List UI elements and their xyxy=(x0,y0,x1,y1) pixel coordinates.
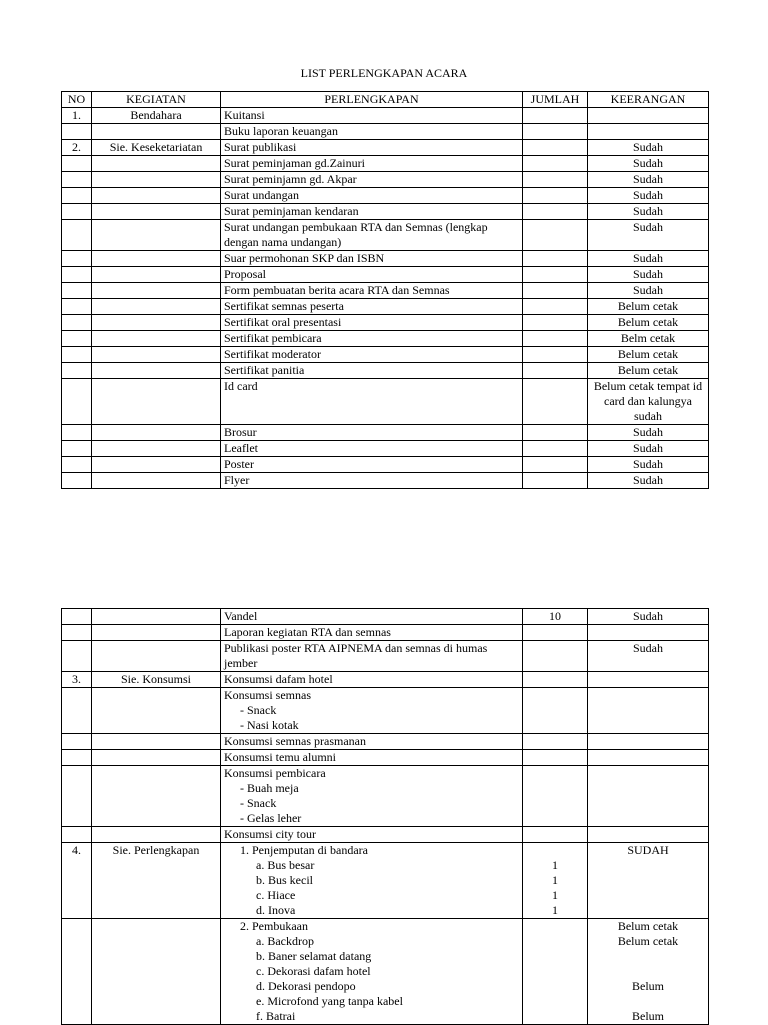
cell-keterangan: Sudah xyxy=(588,251,709,267)
cell-jumlah xyxy=(523,156,588,172)
cell-jumlah xyxy=(523,172,588,188)
item-line: 2. Pembukaan xyxy=(240,919,308,933)
cell-perlengkapan: Brosur xyxy=(221,425,523,441)
cell-keterangan: Belum cetak xyxy=(588,299,709,315)
keterangan-value: Belum cetak xyxy=(617,934,679,948)
cell-keterangan: Belm cetak xyxy=(588,331,709,347)
cell-keterangan: Sudah xyxy=(588,441,709,457)
cell-jumlah xyxy=(523,843,588,919)
table-header-row xyxy=(62,92,709,108)
cell-jumlah xyxy=(523,363,588,379)
cell-perlengkapan: Sertifikat panitia xyxy=(221,363,523,379)
document-title: LIST PERLENGKAPAN ACARA xyxy=(300,66,468,80)
table-row xyxy=(62,688,709,734)
item-line: c. Dekorasi dafam hotel xyxy=(256,964,371,978)
cell-kegiatan xyxy=(92,347,221,363)
cell-no xyxy=(62,734,92,750)
item-line: Konsumsi semnas prasmanan xyxy=(224,734,366,748)
cell-jumlah xyxy=(523,347,588,363)
cell-no xyxy=(62,283,92,299)
cell-keterangan: Sudah xyxy=(588,204,709,220)
cell-kegiatan xyxy=(92,379,221,425)
table-row xyxy=(62,267,709,283)
cell-keterangan: Sudah xyxy=(588,473,709,489)
item-line: Vandel xyxy=(224,609,258,623)
item-line: d. Dekorasi pendopo xyxy=(256,979,356,993)
table-row xyxy=(62,609,709,625)
table-row xyxy=(62,379,709,425)
table-row xyxy=(62,220,709,251)
cell-no xyxy=(62,919,92,1025)
cell-kegiatan xyxy=(92,688,221,734)
cell-keterangan: Sudah xyxy=(588,172,709,188)
table-row xyxy=(62,204,709,220)
cell-keterangan: Sudah xyxy=(588,267,709,283)
cell-keterangan: Sudah xyxy=(588,220,709,251)
table-row xyxy=(62,473,709,489)
header-keterangan: KEERANGAN xyxy=(588,92,709,108)
cell-no xyxy=(62,251,92,267)
cell-perlengkapan xyxy=(221,734,523,750)
cell-perlengkapan xyxy=(221,750,523,766)
cell-perlengkapan: Surat peminjaman kendaran xyxy=(221,204,523,220)
cell-kegiatan xyxy=(92,734,221,750)
table-row xyxy=(62,827,709,843)
cell-perlengkapan: Poster xyxy=(221,457,523,473)
cell-jumlah xyxy=(523,299,588,315)
cell-no xyxy=(62,379,92,425)
keterangan-value: Belum xyxy=(632,1009,664,1023)
item-line: - Buah meja xyxy=(240,781,299,795)
item-line: c. Hiace xyxy=(256,888,296,902)
cell-no xyxy=(62,220,92,251)
item-line: a. Bus besar xyxy=(256,858,315,872)
cell-no xyxy=(62,347,92,363)
cell-no xyxy=(62,188,92,204)
cell-no xyxy=(62,457,92,473)
cell-perlengkapan: Sertifikat moderator xyxy=(221,347,523,363)
cell-perlengkapan: Flyer xyxy=(221,473,523,489)
cell-keterangan xyxy=(588,108,709,124)
jumlah-value xyxy=(526,843,584,858)
keterangan-value: Sudah xyxy=(633,641,663,655)
item-line: a. Backdrop xyxy=(256,934,314,948)
cell-kegiatan xyxy=(92,441,221,457)
item-line: - Nasi kotak xyxy=(240,718,299,732)
cell-perlengkapan: Id card xyxy=(221,379,523,425)
cell-no xyxy=(62,609,92,625)
table-row xyxy=(62,750,709,766)
cell-kegiatan xyxy=(92,188,221,204)
cell-perlengkapan: Suar permohonan SKP dan ISBN xyxy=(221,251,523,267)
cell-jumlah xyxy=(523,140,588,156)
cell-kegiatan xyxy=(92,204,221,220)
jumlah-value: 1 xyxy=(552,858,558,872)
cell-keterangan xyxy=(588,750,709,766)
cell-keterangan xyxy=(588,827,709,843)
table-row xyxy=(62,172,709,188)
cell-no: 2. xyxy=(62,140,92,156)
table-row xyxy=(62,108,709,124)
cell-kegiatan xyxy=(92,331,221,347)
cell-no xyxy=(62,750,92,766)
cell-kegiatan: Sie. Konsumsi xyxy=(92,672,221,688)
cell-no xyxy=(62,688,92,734)
cell-jumlah xyxy=(523,108,588,124)
cell-perlengkapan xyxy=(221,919,523,1025)
cell-kegiatan xyxy=(92,457,221,473)
keterangan-value xyxy=(591,964,705,979)
cell-no xyxy=(62,766,92,827)
cell-keterangan: Sudah xyxy=(588,140,709,156)
table-row xyxy=(62,299,709,315)
cell-kegiatan xyxy=(92,124,221,140)
cell-keterangan: Sudah xyxy=(588,156,709,172)
item-line: Konsumsi dafam hotel xyxy=(224,672,333,686)
cell-jumlah xyxy=(523,188,588,204)
item-line: Konsumsi temu alumni xyxy=(224,750,336,764)
item-line: f. Batrai xyxy=(256,1009,296,1023)
cell-no xyxy=(62,363,92,379)
cell-keterangan xyxy=(588,641,709,672)
item-line: Konsumsi semnas xyxy=(224,688,311,702)
cell-perlengkapan: Surat publikasi xyxy=(221,140,523,156)
cell-no xyxy=(62,315,92,331)
cell-kegiatan: Sie. Perlengkapan xyxy=(92,843,221,919)
cell-perlengkapan: Surat undangan xyxy=(221,188,523,204)
cell-jumlah xyxy=(523,609,588,625)
cell-perlengkapan: Surat peminjaman gd.Zainuri xyxy=(221,156,523,172)
cell-keterangan xyxy=(588,672,709,688)
cell-jumlah xyxy=(523,441,588,457)
table-row xyxy=(62,363,709,379)
cell-no xyxy=(62,172,92,188)
cell-jumlah xyxy=(523,283,588,299)
item-line: - Snack xyxy=(240,703,277,717)
table-row xyxy=(62,188,709,204)
cell-jumlah xyxy=(523,267,588,283)
table-row xyxy=(62,347,709,363)
cell-kegiatan xyxy=(92,641,221,672)
cell-kegiatan xyxy=(92,156,221,172)
cell-keterangan xyxy=(588,625,709,641)
cell-jumlah xyxy=(523,734,588,750)
cell-kegiatan xyxy=(92,827,221,843)
cell-no xyxy=(62,827,92,843)
cell-perlengkapan: Leaflet xyxy=(221,441,523,457)
cell-kegiatan: Sie. Keseketariatan xyxy=(92,140,221,156)
item-line: Konsumsi city tour xyxy=(224,827,316,841)
cell-kegiatan xyxy=(92,625,221,641)
cell-perlengkapan: Surat peminjamn gd. Akpar xyxy=(221,172,523,188)
cell-jumlah xyxy=(523,425,588,441)
cell-keterangan: Belum cetak xyxy=(588,315,709,331)
cell-perlengkapan xyxy=(221,641,523,672)
cell-perlengkapan xyxy=(221,843,523,919)
cell-no xyxy=(62,204,92,220)
header-no: NO xyxy=(62,92,92,108)
cell-no: 4. xyxy=(62,843,92,919)
cell-jumlah xyxy=(523,124,588,140)
header-perlengkapan: PERLENGKAPAN xyxy=(221,92,523,108)
cell-jumlah xyxy=(523,750,588,766)
header-kegiatan: KEGIATAN xyxy=(92,92,221,108)
cell-keterangan xyxy=(588,124,709,140)
cell-perlengkapan xyxy=(221,672,523,688)
cell-perlengkapan xyxy=(221,688,523,734)
table-row xyxy=(62,734,709,750)
cell-no xyxy=(62,473,92,489)
cell-perlengkapan: Form pembuatan berita acara RTA dan Semnas xyxy=(221,283,523,299)
cell-no: 3. xyxy=(62,672,92,688)
cell-kegiatan xyxy=(92,766,221,827)
cell-kegiatan xyxy=(92,267,221,283)
cell-jumlah xyxy=(523,251,588,267)
cell-perlengkapan: Sertifikat pembicara xyxy=(221,331,523,347)
table-row xyxy=(62,156,709,172)
table-row xyxy=(62,140,709,156)
cell-perlengkapan: Proposal xyxy=(221,267,523,283)
keterangan-value: SUDAH xyxy=(627,843,669,857)
cell-kegiatan xyxy=(92,609,221,625)
cell-perlengkapan xyxy=(221,766,523,827)
cell-no xyxy=(62,156,92,172)
table-row xyxy=(62,843,709,919)
item-line: Publikasi poster RTA AIPNEMA dan semnas di humas jember xyxy=(224,641,488,670)
cell-keterangan: Belum cetak tempat id card dan kalungya sudah xyxy=(588,379,709,425)
cell-no xyxy=(62,425,92,441)
table-row xyxy=(62,919,709,1025)
cell-no xyxy=(62,267,92,283)
cell-keterangan xyxy=(588,609,709,625)
cell-keterangan: Sudah xyxy=(588,457,709,473)
keterangan-value xyxy=(591,949,705,964)
cell-perlengkapan: Surat undangan pembukaan RTA dan Semnas (lengkap dengan nama undangan) xyxy=(221,220,523,251)
cell-perlengkapan xyxy=(221,827,523,843)
cell-perlengkapan: Buku laporan keuangan xyxy=(221,124,523,140)
cell-no xyxy=(62,124,92,140)
cell-jumlah xyxy=(523,672,588,688)
equipment-table-2 xyxy=(61,608,709,1025)
cell-jumlah xyxy=(523,688,588,734)
jumlah-value: 1 xyxy=(552,888,558,902)
cell-jumlah xyxy=(523,827,588,843)
cell-perlengkapan: Kuitansi xyxy=(221,108,523,124)
cell-jumlah xyxy=(523,625,588,641)
cell-no xyxy=(62,625,92,641)
cell-jumlah xyxy=(523,473,588,489)
cell-jumlah xyxy=(523,766,588,827)
header-jumlah: JUMLAH xyxy=(523,92,588,108)
cell-perlengkapan xyxy=(221,625,523,641)
item-line: Konsumsi pembicara xyxy=(224,766,326,780)
cell-keterangan: Sudah xyxy=(588,425,709,441)
table-row xyxy=(62,625,709,641)
jumlah-value: 10 xyxy=(549,609,561,623)
cell-jumlah xyxy=(523,331,588,347)
cell-keterangan: Belum cetak xyxy=(588,363,709,379)
cell-kegiatan xyxy=(92,425,221,441)
cell-kegiatan: Bendahara xyxy=(92,108,221,124)
keterangan-value: Sudah xyxy=(633,609,663,623)
cell-keterangan: Sudah xyxy=(588,188,709,204)
cell-no xyxy=(62,331,92,347)
cell-no xyxy=(62,299,92,315)
cell-kegiatan xyxy=(92,251,221,267)
item-line: 1. Penjemputan di bandara xyxy=(240,843,368,857)
item-line: Laporan kegiatan RTA dan semnas xyxy=(224,625,391,639)
keterangan-value xyxy=(591,994,705,1009)
cell-jumlah xyxy=(523,379,588,425)
equipment-table-1 xyxy=(61,91,709,489)
table-row xyxy=(62,766,709,827)
cell-kegiatan xyxy=(92,363,221,379)
cell-keterangan: Belum cetak xyxy=(588,347,709,363)
cell-perlengkapan: Sertifikat semnas peserta xyxy=(221,299,523,315)
item-line: b. Bus kecil xyxy=(256,873,313,887)
cell-jumlah xyxy=(523,204,588,220)
cell-kegiatan xyxy=(92,299,221,315)
cell-jumlah xyxy=(523,457,588,473)
cell-jumlah xyxy=(523,919,588,1025)
table-row xyxy=(62,641,709,672)
table-row xyxy=(62,672,709,688)
table-row xyxy=(62,331,709,347)
cell-keterangan xyxy=(588,688,709,734)
item-line: b. Baner selamat datang xyxy=(256,949,372,963)
jumlah-value: 1 xyxy=(552,873,558,887)
cell-keterangan xyxy=(588,919,709,1025)
item-line: - Snack xyxy=(240,796,277,810)
cell-keterangan xyxy=(588,734,709,750)
cell-kegiatan xyxy=(92,172,221,188)
table-row xyxy=(62,283,709,299)
item-line: d. Inova xyxy=(256,903,296,917)
keterangan-value: Belum xyxy=(632,979,664,993)
jumlah-value: 1 xyxy=(552,903,558,917)
keterangan-value: Belum cetak xyxy=(617,919,679,933)
cell-kegiatan xyxy=(92,919,221,1025)
table-row xyxy=(62,425,709,441)
cell-kegiatan xyxy=(92,283,221,299)
cell-no: 1. xyxy=(62,108,92,124)
cell-kegiatan xyxy=(92,473,221,489)
cell-no xyxy=(62,441,92,457)
cell-jumlah xyxy=(523,641,588,672)
cell-perlengkapan xyxy=(221,609,523,625)
cell-perlengkapan: Sertifikat oral presentasi xyxy=(221,315,523,331)
table-row xyxy=(62,251,709,267)
table-row xyxy=(62,441,709,457)
table-row xyxy=(62,457,709,473)
item-line: e. Microfond yang tanpa kabel xyxy=(256,994,403,1008)
cell-kegiatan xyxy=(92,315,221,331)
cell-keterangan xyxy=(588,766,709,827)
cell-no xyxy=(62,641,92,672)
cell-jumlah xyxy=(523,315,588,331)
cell-kegiatan xyxy=(92,220,221,251)
cell-keterangan xyxy=(588,843,709,919)
item-line: - Gelas leher xyxy=(240,811,302,825)
table-row xyxy=(62,315,709,331)
cell-kegiatan xyxy=(92,750,221,766)
cell-jumlah xyxy=(523,220,588,251)
cell-keterangan: Sudah xyxy=(588,283,709,299)
table-row xyxy=(62,124,709,140)
